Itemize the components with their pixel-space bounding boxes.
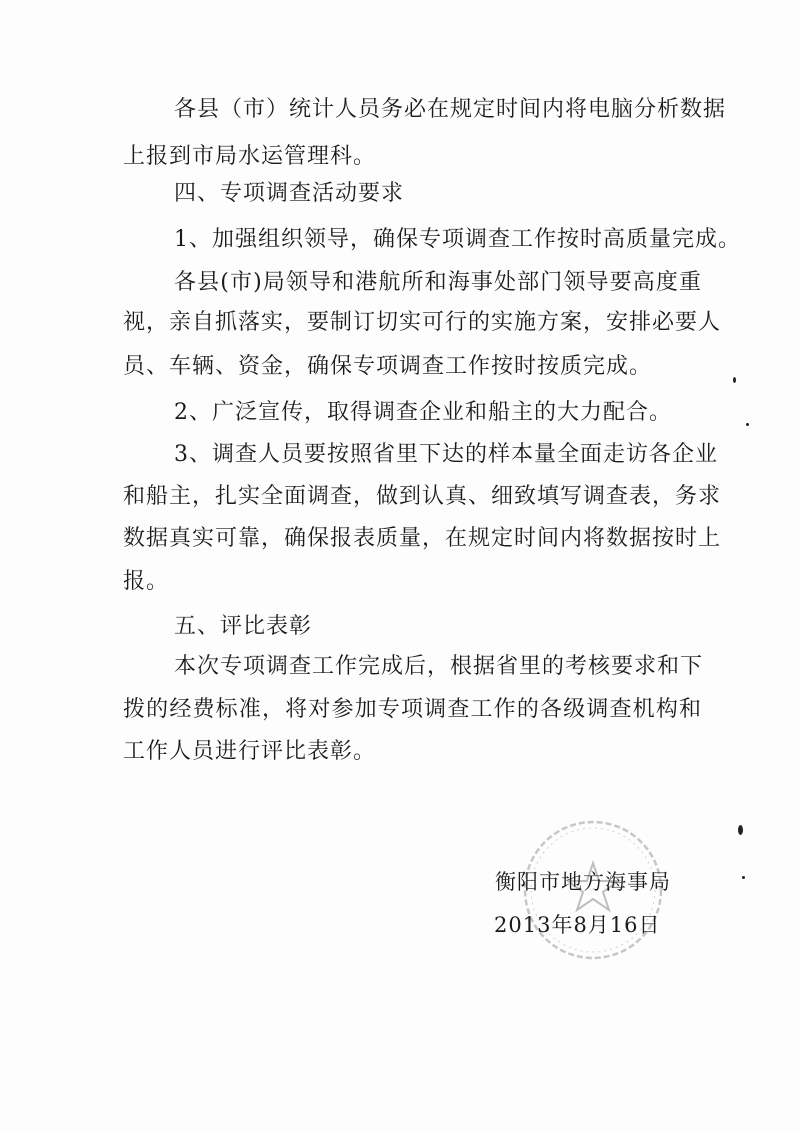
scan-speck (733, 377, 736, 383)
scan-speck (742, 876, 745, 879)
body-line-8: 2、广泛宣传，取得调查企业和船主的大力配合。 (174, 400, 672, 425)
body-line-12: 报。 (123, 569, 170, 594)
body-line-10: 和船主，扎实全面调查，做到认真、细致填写调查表，务求 (123, 484, 722, 509)
signature-organization: 衡阳市地方海事局 (495, 870, 671, 894)
signature-date: 2013年8月16日 (494, 913, 661, 937)
body-line-5: 各县(市)局领导和港航所和海事处部门领导要高度重 (174, 270, 702, 295)
body-line-11: 数据真实可靠，确保报表质量，在规定时间内将数据按时上 (123, 526, 722, 551)
body-line-6: 视，亲自抓落实，要制订切实可行的实施方案，安排必要人 (123, 310, 722, 335)
body-line-1: 各县（市）统计人员务必在规定时间内将电脑分析数据 (174, 97, 727, 122)
body-line-7: 员、车辆、资金，确保专项调查工作按时按质完成。 (123, 354, 653, 379)
body-line-9: 3、调查人员要按照省里下达的样本量全面走访各企业 (174, 442, 718, 467)
section-heading-4: 四、专项调查活动要求 (174, 181, 405, 206)
body-line-2: 上报到市局水运管理科。 (123, 144, 377, 169)
scan-speck (746, 423, 749, 426)
section-heading-5: 五、评比表彰 (174, 614, 313, 639)
body-line-16: 工作人员进行评比表彰。 (123, 739, 377, 764)
scan-speck (738, 825, 743, 835)
body-line-15: 拨的经费标准，将对参加专项调查工作的各级调查机构和 (123, 697, 702, 722)
body-line-4: 1、加强组织领导，确保专项调查工作按时高质量完成。 (174, 227, 741, 252)
body-line-14: 本次专项调查工作完成后，根据省里的考核要求和下 (174, 654, 704, 679)
